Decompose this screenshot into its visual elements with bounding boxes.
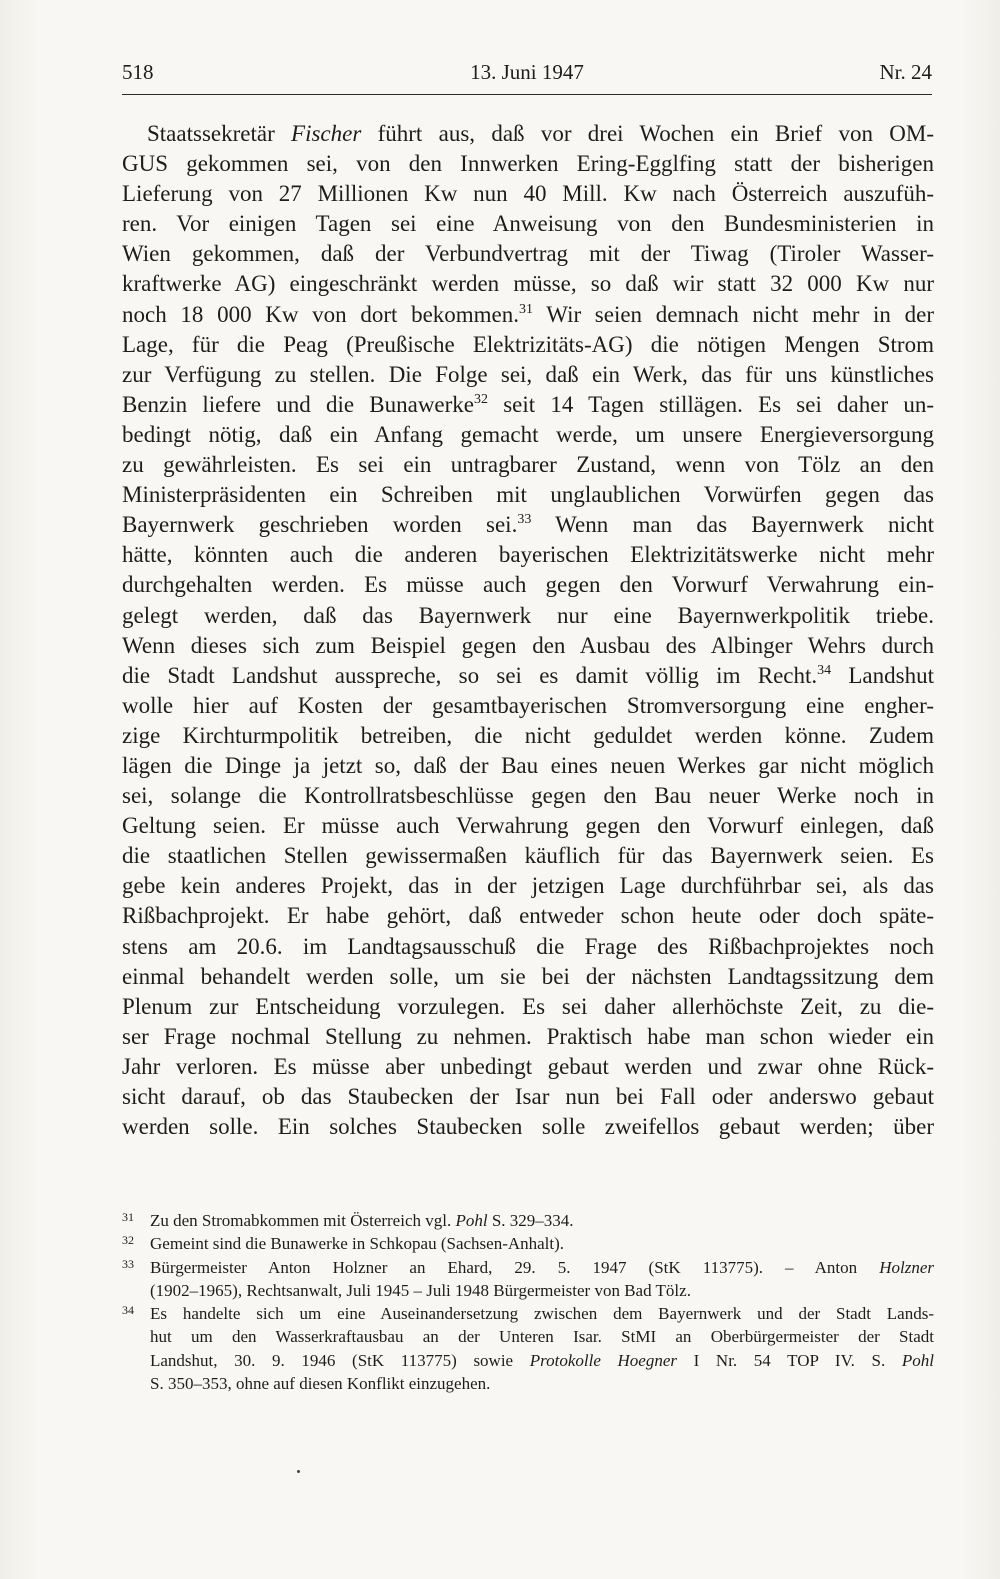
text-run: ser Frage nochmal Stellung zu nehmen. Praktisch habe man schon wieder ein (122, 1023, 934, 1049)
text-line (122, 751, 934, 781)
issue-number: Nr. 24 (879, 60, 932, 84)
text-run: GUS gekommen sei, von den Innwerken Ering-Egglfing statt der bisherigen (122, 151, 934, 177)
text-run: lägen die Dinge ja jetzt so, daß der Bau eines neuen Werkes gar nicht möglich (122, 752, 934, 778)
speck (297, 1470, 300, 1473)
text-line (122, 239, 934, 269)
text-line (122, 390, 934, 420)
text-run: durchgehalten werden. Es müsse auch gegen den Vorwurf Verwahrung ein- (122, 572, 934, 598)
text-line (122, 480, 934, 510)
text-line (122, 179, 934, 209)
text-run: führt aus, daß vor drei Wochen ein Brief von OM- (361, 121, 934, 146)
text-run: gebe kein anderes Projekt, das in der jetzigen Lage durchführbar sei, als das (122, 873, 934, 899)
text-run: Wenn man das Bayernwerk nicht (531, 512, 934, 538)
text-run: Bayernwerk geschrieben worden sei. (122, 512, 518, 538)
main-text (122, 119, 934, 1142)
footnote-line (150, 1256, 934, 1279)
text-line (122, 841, 934, 871)
text-line (122, 209, 934, 239)
text-line (122, 962, 934, 992)
footnote-number: 32 (122, 1233, 134, 1248)
text-run: Landshut (831, 662, 934, 688)
text-run: stens am 20.6. im Landtagsausschuß die Frage des Rißbachprojektes noch (122, 933, 934, 959)
text-run: seit 14 Tagen stillägen. Es sei daher un- (488, 391, 934, 417)
text-line (122, 420, 934, 450)
text-run: Wenn dieses sich zum Beispiel gegen den Ausbau des Albinger Wehrs durch (122, 632, 934, 658)
text-line (122, 661, 934, 691)
text-run: zur Verfügung zu stellen. Die Folge sei, daß ein Werk, das für uns künstliches (122, 361, 934, 387)
footnote-ref[interactable]: 33 (517, 512, 532, 528)
text-run: Gemeint sind die Bunawerke in Schkopau (Sachsen-Anhalt). (150, 1234, 565, 1254)
text-line (122, 691, 934, 721)
text-run: hut um den Wasserkraftausbau an der Unteren Isar. StMI an Oberbürgermeister der Stadt (150, 1327, 934, 1347)
text-run: wolle hier auf Kosten der gesamtbayerischen Stromversorgung eine engher- (122, 692, 934, 718)
text-line (122, 932, 934, 962)
text-run: Bürgermeister Anton Holzner an Ehard, 29. 5. 1947 (StK 113775). – Anton (150, 1257, 880, 1277)
text-run: (1902–1965), Rechtsanwalt, Juli 1945 – Juli 1948 Bürgermeister von Bad Tölz. (150, 1280, 691, 1300)
text-line (122, 119, 934, 149)
footnote-31 (122, 1209, 934, 1232)
footnote-line (150, 1279, 934, 1302)
text-line (122, 871, 934, 901)
text-run: zige Kirchturmpolitik betreiben, die nicht geduldet werden könne. Zudem (122, 722, 934, 748)
italic-name: Pohl (901, 1350, 935, 1370)
footnote-line (150, 1302, 934, 1325)
text-line (122, 901, 934, 931)
footnote-number: 31 (122, 1210, 134, 1224)
text-line (122, 360, 934, 390)
footnote-line (150, 1372, 934, 1395)
italic-name: Pohl (455, 1211, 488, 1230)
page-number: 518 (122, 60, 154, 84)
text-line (122, 1112, 934, 1142)
footnotes (122, 1209, 934, 1395)
text-line (122, 540, 934, 570)
text-run: Wien gekommen, daß der Verbundvertrag mit der Tiwag (Tiroler Wasser- (122, 241, 934, 267)
text-line (122, 570, 934, 600)
text-run: noch 18 000 Kw von dort bekommen. (122, 301, 520, 327)
text-run: Benzin liefere und die Bunawerke (122, 391, 475, 417)
footnote-line (150, 1232, 934, 1255)
text-run: Staatssekretär (147, 121, 292, 146)
footnote-ref[interactable]: 31 (519, 301, 534, 317)
text-line (122, 631, 934, 661)
text-run: die Stadt Landshut ausspreche, so sei es damit völlig im Recht. (122, 662, 818, 688)
running-header (122, 56, 932, 90)
footnote-number: 34 (122, 1303, 134, 1318)
italic-name: Fischer (291, 121, 362, 146)
text-run: sei, solange die Kontrollratsbeschlüsse gegen den Bau neuer Werke noch in (122, 783, 934, 809)
text-run: Rißbachprojekt. Er habe gehört, daß entweder schon heute oder doch späte- (122, 903, 934, 929)
text-run: Ministerpräsidenten ein Schreiben mit unglaublichen Vorwürfen gegen das (122, 482, 934, 508)
text-line (122, 300, 934, 330)
text-run: werden solle. Ein solches Staubecken solle zweifellos gebaut werden; über (122, 1114, 934, 1140)
text-line (122, 1022, 934, 1052)
text-run: ren. Vor einigen Tagen sei eine Anweisung von den Bundesministerien in (122, 211, 934, 237)
footnote-ref[interactable]: 32 (474, 391, 489, 407)
text-run: Geltung seien. Er müsse auch Verwahrung gegen den Vorwurf einlegen, daß (122, 813, 934, 839)
text-run: Zu den Stromabkommen mit Österreich vgl. (150, 1211, 456, 1230)
italic-name: Holzner (879, 1257, 934, 1277)
text-run: zu gewährleisten. Es sei ein untragbarer Zustand, wenn von Tölz an den (122, 452, 934, 478)
header-date: 13. Juni 1947 (470, 60, 584, 84)
text-run: Jahr verloren. Es müsse aber unbedingt gebaut werden und zwar ohne Rück- (122, 1053, 934, 1079)
footnote-line (150, 1209, 934, 1232)
text-line (122, 149, 934, 179)
text-run: kraftwerke AG) eingeschränkt werden müsse, so daß wir statt 32 000 Kw nur (122, 271, 934, 297)
text-line (122, 721, 934, 751)
text-run: einmal behandelt werden solle, um sie bei der nächsten Landtagssitzung dem (122, 963, 934, 989)
footnote-ref[interactable]: 34 (817, 662, 832, 678)
text-run: Wir seien demnach nicht mehr in der (533, 301, 934, 327)
italic-name: Protokolle Hoegner (529, 1350, 677, 1370)
header-rule (122, 94, 932, 95)
text-line (122, 1082, 934, 1112)
text-run: Lieferung von 27 Millionen Kw nun 40 Mill. Kw nach Österreich auszufüh- (122, 181, 934, 207)
text-run: S. 329–334. (487, 1211, 574, 1230)
text-line (122, 781, 934, 811)
text-run: gelegt werden, daß das Bayernwerk nur eine Bayernwerkpolitik triebe. (122, 602, 934, 628)
text-line (122, 811, 934, 841)
text-line (122, 601, 934, 631)
text-run: hätte, könnten auch die anderen bayerischen Elektrizitätswerke nicht mehr (122, 542, 934, 568)
text-line (122, 1052, 934, 1082)
text-run: die staatlichen Stellen gewissermaßen käuflich für das Bayernwerk seien. Es (122, 843, 934, 869)
footnote-33 (122, 1256, 934, 1303)
text-run: S. 350–353, ohne auf diesen Konflikt einzugehen. (150, 1374, 491, 1394)
text-run: Es handelte sich um eine Auseinandersetzung zwischen dem Bayernwerk und der Stadt Lands- (150, 1304, 934, 1324)
text-run: bedingt nötig, daß ein Anfang gemacht werde, um unsere Energieversorgung (122, 421, 934, 447)
text-run: I Nr. 54 TOP IV. S. (677, 1350, 902, 1370)
text-line (122, 510, 934, 540)
text-line (122, 450, 934, 480)
footnote-line (150, 1349, 934, 1372)
text-run: Landshut, 30. 9. 1946 (StK 113775) sowie (150, 1350, 530, 1370)
footnote-number: 33 (122, 1256, 134, 1271)
text-line (122, 992, 934, 1022)
footnote-32 (122, 1232, 934, 1255)
footnote-34 (122, 1302, 934, 1395)
footnote-line (150, 1325, 934, 1348)
text-line (122, 330, 934, 360)
text-run: sicht darauf, ob das Staubecken der Isar nun bei Fall oder anderswo gebaut (122, 1084, 934, 1109)
text-run: Plenum zur Entscheidung vorzulegen. Es sei daher allerhöchste Zeit, zu die- (122, 993, 934, 1019)
text-run: Lage, für die Peag (Preußische Elektrizitäts-AG) die nötigen Mengen Strom (122, 331, 934, 357)
text-line (122, 269, 934, 299)
